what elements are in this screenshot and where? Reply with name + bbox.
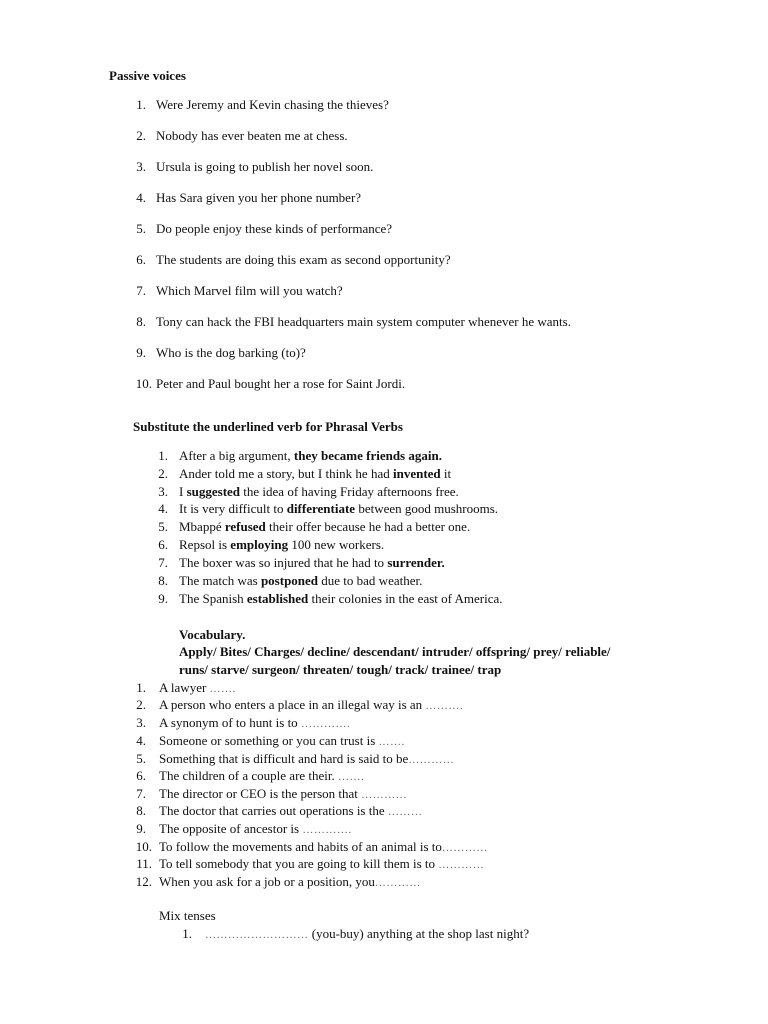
target-verb: they became friends again. — [293, 448, 442, 463]
list-number: 11. — [136, 856, 152, 871]
blank-dots: ……. — [378, 736, 405, 748]
list-number: 9. — [136, 345, 146, 360]
list-item: When you ask for a job or a position, you………… — [159, 874, 421, 889]
list-item: Tony can hack the FBI headquarters main system computer whenever he wants. — [156, 314, 571, 329]
list-item: The match was postponed due to bad weather. — [179, 573, 423, 588]
blank-dots: ………… — [361, 789, 408, 801]
list-item: Has Sara given you her phone number? — [156, 190, 362, 205]
list-number: 9. — [136, 821, 146, 836]
list-item: After a big argument, they became friends again. — [179, 448, 442, 463]
list-number: 7. — [136, 786, 146, 801]
section-title-passive-voices: Passive voices — [109, 68, 186, 83]
blank-dots: …………. — [302, 824, 352, 836]
list-number: 10. — [135, 839, 152, 854]
target-verb: postponed — [260, 573, 319, 588]
list-item: To tell somebody that you are going to kill them is to ………… — [159, 856, 485, 871]
list-number: 7. — [136, 283, 146, 298]
list-item: The Spanish established their colonies in the east of America. — [179, 591, 503, 606]
list-number: 4. — [136, 733, 146, 748]
list-item: Ander told me a story, but I think he had invented it — [179, 466, 452, 481]
list-item: Who is the dog barking (to)? — [156, 345, 306, 360]
blank-dots: ……………………… — [205, 929, 309, 941]
list-number: 8. — [136, 314, 146, 329]
blank-dots: ……. — [338, 771, 365, 783]
list-number: 2. — [158, 466, 168, 481]
list-item: Nobody has ever beaten me at chess. — [156, 128, 348, 143]
list-item: Mbappé refused their offer because he had a better one. — [179, 519, 471, 534]
list-item: Something that is difficult and hard is said to be………… — [159, 751, 455, 766]
list-number: 2. — [136, 697, 146, 712]
list-number: 1. — [182, 926, 192, 941]
list-item: I suggested the idea of having Friday afternoons free. — [179, 484, 459, 499]
list-item: The director or CEO is the person that ………… — [159, 786, 408, 801]
list-item: Repsol is employing 100 new workers. — [179, 537, 385, 552]
list-number: 9. — [158, 591, 168, 606]
list-number: 1. — [136, 97, 146, 112]
blank-dots: ………… — [374, 877, 421, 889]
list-item: A person who enters a place in an illegal way is an ………. — [159, 697, 464, 712]
target-verb: established — [246, 591, 309, 606]
list-number: 6. — [136, 768, 146, 783]
blank-dots: ……. — [209, 683, 236, 695]
list-number: 6. — [158, 537, 168, 552]
blank-dots: ………. — [425, 700, 464, 712]
list-item: The boxer was so injured that he had to surrender. — [179, 555, 445, 570]
section-title-vocabulary: Vocabulary. — [179, 627, 246, 642]
list-number: 5. — [158, 519, 168, 534]
list-number: 3. — [136, 715, 146, 730]
blank-dots: …………. — [300, 718, 351, 730]
list-number: 8. — [158, 573, 168, 588]
target-verb: suggested — [186, 484, 241, 499]
list-number: 6. — [136, 252, 146, 267]
list-item: The opposite of ancestor is …………. — [159, 821, 352, 836]
list-number: 7. — [158, 555, 168, 570]
list-number: 5. — [136, 221, 146, 236]
word-bank-line-1: Apply/ Bites/ Charges/ decline/ descendant/ intruder/ offspring/ prey/ reliable/ — [179, 644, 611, 659]
target-verb: invented — [392, 466, 441, 481]
blank-dots: ……… — [387, 806, 423, 818]
list-number: 1. — [136, 680, 146, 695]
target-verb: differentiate — [286, 501, 356, 516]
list-number: 12. — [135, 874, 152, 889]
list-number: 2. — [136, 128, 146, 143]
list-number: 10. — [135, 376, 152, 391]
list-number: 8. — [136, 803, 146, 818]
list-item: Do people enjoy these kinds of performance? — [156, 221, 393, 236]
list-item: The doctor that carries out operations is the ……… — [159, 803, 423, 818]
list-item: Peter and Paul bought her a rose for Saint Jordi. — [156, 376, 406, 391]
list-item: A synonym of to hunt is to …………. — [159, 715, 351, 730]
target-verb: employing — [230, 537, 289, 552]
list-number: 5. — [136, 751, 146, 766]
section-title-mix-tenses: Mix tenses — [159, 908, 216, 923]
list-item: Which Marvel film will you watch? — [156, 283, 343, 298]
list-number: 3. — [158, 484, 168, 499]
list-number: 4. — [158, 501, 168, 516]
list-item: Were Jeremy and Kevin chasing the thieves? — [156, 97, 389, 112]
list-number: 3. — [136, 159, 146, 174]
list-item: ……………………… (you-buy) anything at the shop last night? — [205, 926, 530, 941]
list-item: The children of a couple are their. ……. — [159, 768, 365, 783]
list-number: 4. — [136, 190, 146, 205]
blank-dots: ………… — [408, 754, 455, 766]
section-title-phrasal-verbs: Substitute the underlined verb for Phrasal Verbs — [133, 419, 403, 434]
list-item: The students are doing this exam as second opportunity? — [156, 252, 451, 267]
target-verb: surrender. — [387, 555, 445, 570]
list-item: To follow the movements and habits of an animal is to………… — [159, 839, 488, 854]
target-verb: refused — [224, 519, 266, 534]
list-item: Ursula is going to publish her novel soon. — [156, 159, 374, 174]
word-bank-line-2: runs/ starve/ surgeon/ threaten/ tough/ track/ trainee/ trap — [179, 662, 502, 677]
blank-dots: ………… — [441, 842, 488, 854]
list-item: A lawyer ……. — [159, 680, 236, 695]
list-item: It is very difficult to differentiate between good mushrooms. — [179, 501, 499, 516]
blank-dots: ………… — [438, 859, 485, 871]
list-number: 1. — [158, 448, 168, 463]
list-item: Someone or something or you can trust is ……. — [159, 733, 405, 748]
